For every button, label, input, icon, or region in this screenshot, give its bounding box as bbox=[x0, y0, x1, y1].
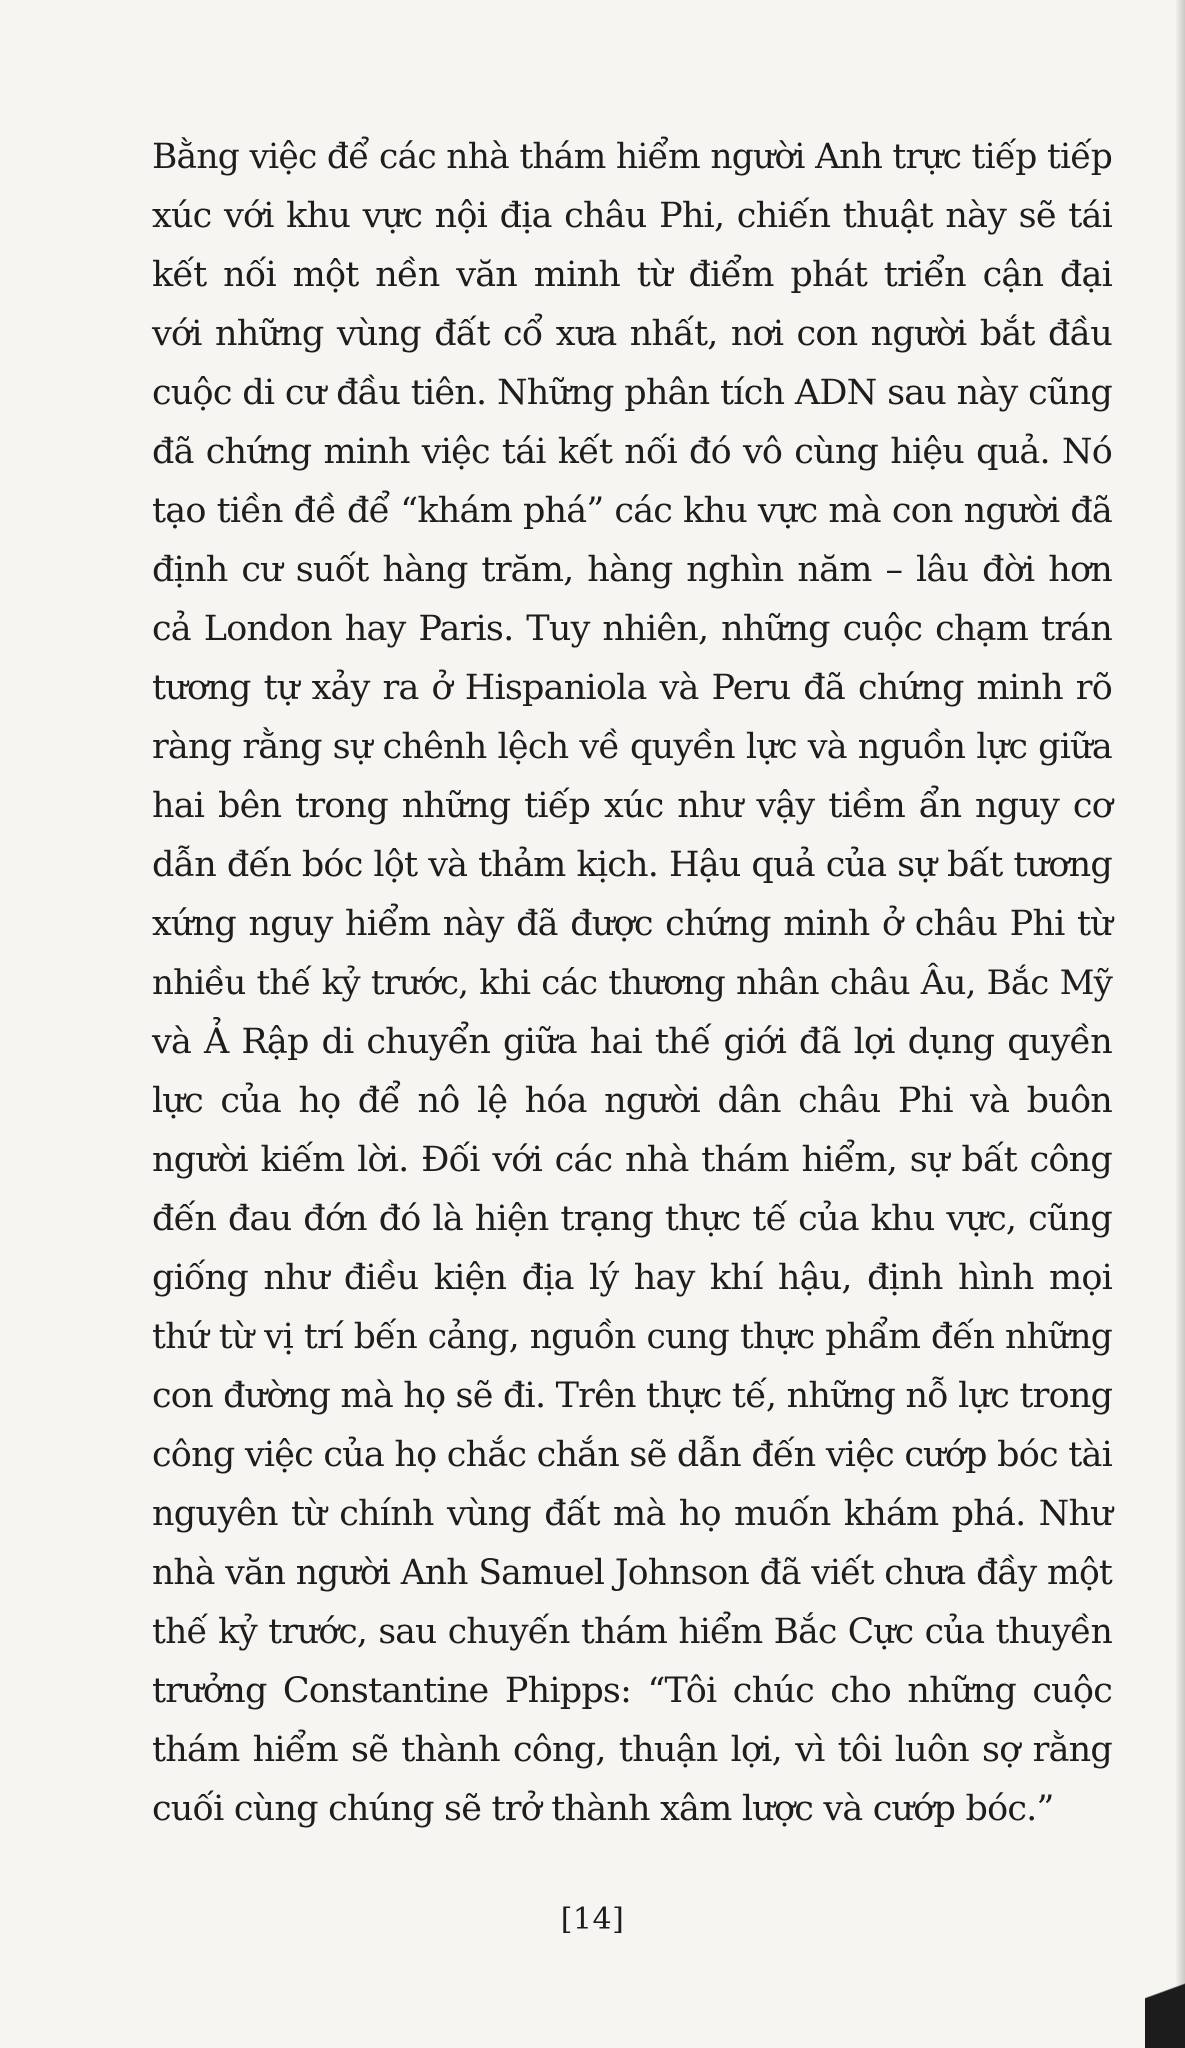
text-line: xúc với khu vực nội địa châu Phi, chiến thuật này sẽ tái bbox=[152, 196, 1112, 236]
text-line: xứng nguy hiểm này đã được chứng minh ở châu Phi từ bbox=[152, 904, 1112, 944]
text-line: với những vùng đất cổ xưa nhất, nơi con người bắt đầu bbox=[152, 314, 1112, 354]
text-line: con đường mà họ sẽ đi. Trên thực tế, những nỗ lực trong bbox=[152, 1376, 1113, 1416]
text-line: cả London hay Paris. Tuy nhiên, những cuộc chạm trán bbox=[152, 609, 1112, 649]
text-line: thứ từ vị trí bến cảng, nguồn cung thực phẩm đến những bbox=[152, 1317, 1112, 1357]
text-line: cuộc di cư đầu tiên. Những phân tích ADN sau này cũng bbox=[152, 373, 1112, 413]
text-line: người kiếm lời. Đối với các nhà thám hiểm, sự bất công bbox=[152, 1140, 1112, 1180]
text-line: Bằng việc để các nhà thám hiểm người Anh trực tiếp tiếp bbox=[152, 137, 1112, 177]
page-corner-shadow bbox=[1145, 1918, 1185, 2048]
text-line: nhiều thế kỷ trước, khi các thương nhân châu Âu, Bắc Mỹ bbox=[152, 963, 1112, 1003]
text-line: nhà văn người Anh Samuel Johnson đã viết chưa đầy một bbox=[152, 1553, 1112, 1593]
text-line: đến đau đớn đó là hiện trạng thực tế của khu vực, cũng bbox=[152, 1199, 1112, 1239]
text-line: cuối cùng chúng sẽ trở thành xâm lược và cướp bóc.” bbox=[152, 1789, 1054, 1829]
text-line: trưởng Constantine Phipps: “Tôi chúc cho những cuộc bbox=[152, 1671, 1112, 1711]
text-line: định cư suốt hàng trăm, hàng nghìn năm – lâu đời hơn bbox=[152, 550, 1112, 590]
text-line: giống như điều kiện địa lý hay khí hậu, định hình mọi bbox=[152, 1258, 1112, 1298]
text-line: ràng rằng sự chênh lệch về quyền lực và nguồn lực giữa bbox=[152, 727, 1112, 767]
text-line: thế kỷ trước, sau chuyến thám hiểm Bắc Cực của thuyền bbox=[152, 1612, 1112, 1652]
body-paragraph bbox=[152, 128, 1112, 1839]
text-line: thám hiểm sẽ thành công, thuận lợi, vì tôi luôn sợ rằng bbox=[152, 1730, 1112, 1770]
text-line: tạo tiền đề để “khám phá” các khu vực mà con người đã bbox=[152, 491, 1112, 531]
text-line: nguyên từ chính vùng đất mà họ muốn khám phá. Như bbox=[152, 1494, 1112, 1534]
text-line: tương tự xảy ra ở Hispaniola và Peru đã chứng minh rõ bbox=[152, 668, 1112, 708]
text-line: hai bên trong những tiếp xúc như vậy tiềm ẩn nguy cơ bbox=[152, 786, 1112, 826]
text-line: lực của họ để nô lệ hóa người dân châu Phi và buôn bbox=[152, 1081, 1112, 1121]
text-line: dẫn đến bóc lột và thảm kịch. Hậu quả của sự bất tương bbox=[152, 845, 1112, 885]
text-line: đã chứng minh việc tái kết nối đó vô cùng hiệu quả. Nó bbox=[152, 432, 1112, 472]
text-line: kết nối một nền văn minh từ điểm phát triển cận đại bbox=[152, 255, 1112, 295]
page-number: [14] bbox=[560, 1902, 625, 1937]
page-edge-shadow bbox=[1175, 0, 1185, 2048]
text-line: và Ả Rập di chuyển giữa hai thế giới đã lợi dụng quyền bbox=[152, 1022, 1112, 1062]
text-line: công việc của họ chắc chắn sẽ dẫn đến việc cướp bóc tài bbox=[152, 1435, 1112, 1475]
